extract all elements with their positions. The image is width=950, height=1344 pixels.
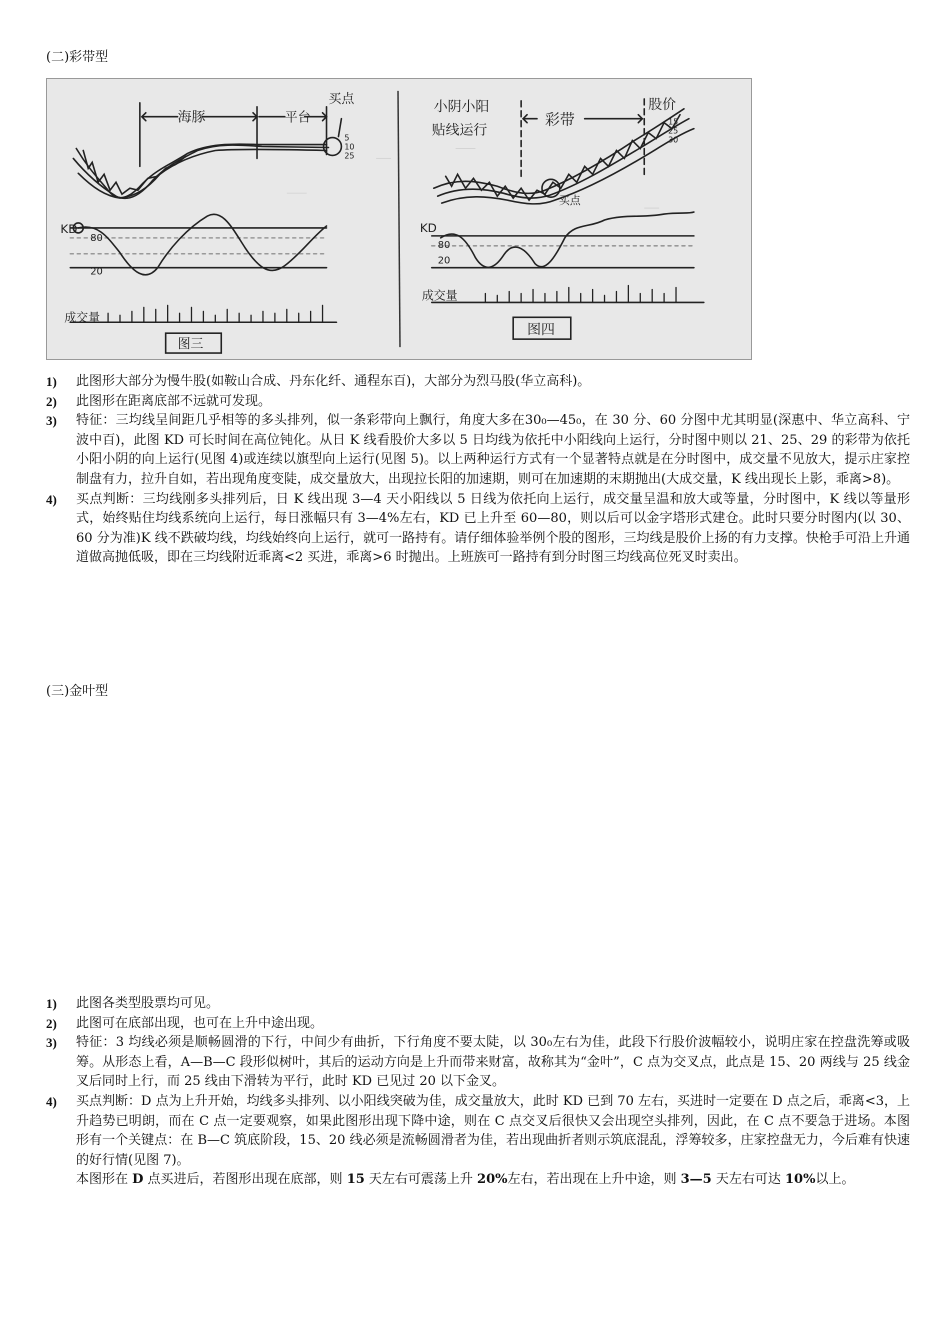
- item-text: 特征：三均线呈间距几乎相等的多头排列，似一条彩带向上飘行，角度大多在30₀—45₀，在 30 分、60 分图中尤其明显(深惠中、华立高科、宁波中百)，此图 KD 可长时间在高位钝化。从日 K 线看股价大多以 5 日均线为依托中小阳线向上运行，分时图中则以 21、25、29 的彩带为依托小阳小阴的向上运行(见图 4)或连续以旗型向上运行(见图 5)。以上两种运行方式有一个显著特点就是在分时图中，成交量不见放大，提示庄家控制盘有力，拉升自如，若出现角度变陡，成交量放大，出现拉长阳的加速期，则可在加速期的末期抛出(大成交量，K 线出现长上影，乖离>8)。: [76, 413, 910, 487]
- label-ma-5: 5: [344, 133, 350, 143]
- figure-drawing: [47, 79, 751, 359]
- closing-bold: 15: [346, 1172, 365, 1188]
- closing-text: 天左右可达: [711, 1172, 785, 1188]
- item-number: 4): [46, 491, 57, 507]
- label-kd80-right: 80: [437, 239, 451, 251]
- closing-text: 天左右可震荡上升: [364, 1172, 478, 1188]
- closing-text: 点买进后，若图形出现在底部，则: [143, 1172, 347, 1188]
- label-volume-right: 成交量: [421, 288, 458, 303]
- closing-bold: D: [132, 1172, 144, 1188]
- label-xiaoyinxiaoyang: 小阴小阳: [433, 98, 490, 115]
- label-ma-30: 30: [668, 135, 679, 145]
- item-text: 买点判断：D 点为上升开始，均线多头排列、以小阳线突破为佳，成交量放大，此时 KD 已到 70 左右，买进时一定要在 D 点之后，乖离<3，上升趋势已明朗，而在 C 点一定要观察，如果此图形出现下降中途，则在 C 点交叉后很快又会出现空头排列，因此，在 C 点不要急于进场。本图形有一个关键点：在 B—C 筑底阶段，15、20 线必须是流畅圆滑者为佳，若出现曲折者则示筑底混乱，浮筹较多，庄家控盘无力，今后难有快速的好行情(见图 7)。: [76, 1093, 910, 1168]
- list-item: [46, 372, 910, 392]
- item-text: 此图形在距离底部不远就可发现。: [76, 393, 272, 409]
- label-caidai: 彩带: [544, 110, 575, 129]
- item-text: 此图可在底部出现，也可在上升中途出现。: [76, 1015, 324, 1031]
- jinye-list: [46, 994, 910, 1190]
- closing-text: 以上。: [815, 1172, 855, 1188]
- list-item: [46, 411, 910, 489]
- closing-bold: 3—5: [680, 1172, 712, 1188]
- item-number: 1): [46, 996, 57, 1011]
- item-number: 1): [46, 374, 57, 389]
- item-text: 此图各类型股票均可见。: [76, 996, 220, 1011]
- item-number: 3): [46, 1035, 57, 1051]
- label-volume-left: 成交量: [64, 310, 101, 325]
- label-ma-15: 15: [668, 117, 679, 127]
- label-kd20-right: 20: [437, 255, 451, 267]
- caption-figure-4: 图四: [527, 322, 555, 339]
- caidai-list: [46, 372, 910, 568]
- item-number: 2): [46, 393, 57, 409]
- label-tiexianyunxing: 贴线运行: [431, 122, 488, 139]
- item-text: 特征：3 均线必须是顺畅圆滑的下行，中间少有曲折，下行角度不要太陡，以 30₀左右为佳，此段下行股价波幅较小，说明庄家在控盘洗筹或吸筹。从形态上看，A—B—C 段形似树叶，其后的运动方向是上升而带来财富，故称其为“金叶”，C 点为交叉点，此点是 15、20 两线与 25 线金叉后同时上行，而 25 线由下滑转为平行，此时 KD 已见过 20 以下金叉。: [76, 1035, 910, 1090]
- label-gujia: 股价: [648, 96, 677, 113]
- label-ma-25: 25: [344, 151, 355, 161]
- list-item: [46, 1033, 910, 1092]
- hand-drawn-figure: [46, 78, 752, 360]
- list-item: [46, 1092, 910, 1170]
- closing-paragraph: [46, 1170, 910, 1190]
- item-number: 2): [46, 1015, 57, 1031]
- label-kd-left: KD: [60, 221, 78, 236]
- label-maidian-right: 买点: [558, 194, 581, 208]
- closing-text: 本图形在: [76, 1172, 133, 1188]
- closing-bold: 20%: [477, 1172, 508, 1188]
- label-maidian-left: 买点: [328, 91, 355, 107]
- label-haitun: 海豚: [177, 109, 206, 126]
- list-item: [46, 994, 910, 1014]
- closing-text: 左右，若出现在上升中途，则: [507, 1172, 681, 1188]
- list-item: [46, 1014, 910, 1034]
- label-kd-right: KD: [419, 220, 437, 235]
- item-text: 此图形大部分为慢牛股(如鞍山合成、丹东化纤、通程东百)，大部分为烈马股(华立高科)。: [76, 374, 591, 389]
- closing-bold: 10%: [785, 1172, 816, 1188]
- label-ma-10: 10: [344, 142, 355, 152]
- label-ma-25-right: 25: [668, 126, 679, 136]
- section-heading-jinye: (三)金叶型: [46, 684, 109, 699]
- item-number: 4): [46, 1093, 57, 1109]
- label-pingtai: 平台: [284, 110, 311, 126]
- caption-figure-3: 图三: [177, 337, 204, 353]
- list-item: [46, 392, 910, 412]
- label-kd80-left: 80: [90, 232, 103, 244]
- section-heading-caidai: (二)彩带型: [46, 50, 109, 65]
- list-item: [46, 490, 910, 568]
- item-number: 3): [46, 413, 57, 429]
- item-text: 买点判断：三均线刚多头排列后，日 K 线出现 3—4 天小阳线以 5 日线为依托向上运行，成交量呈温和放大或等量，分时图中，K 线以等量形式，始终贴住均线系统向上运行，每日涨幅只有 3—4%左右，KD 已上升至 60—80，则以后可以金字塔形式建仓。此时只要分时图内(以 30、60 分为准)K 线不跌破均线，均线始终向上运行，就可一路持有。请仔细体验举例个股的图形，三均线是股价上扬的有力支撑。快枪手可沿上升通道做高抛低吸，即在三均线附近乖离<2 买进，乖离>6 时抛出。上班族可一路持有到分时图三均线高位死叉时卖出。: [76, 491, 910, 566]
- label-kd20-left: 20: [90, 266, 103, 278]
